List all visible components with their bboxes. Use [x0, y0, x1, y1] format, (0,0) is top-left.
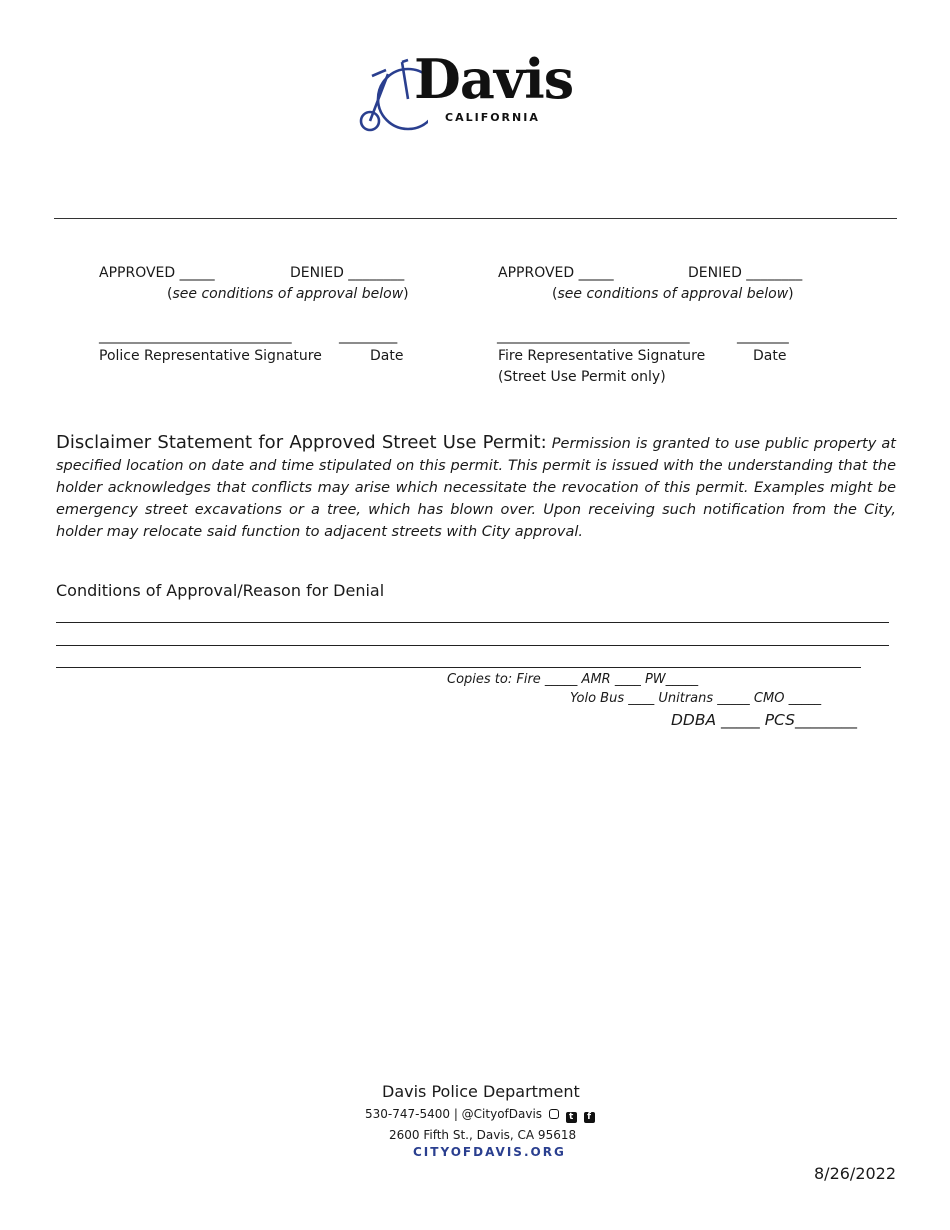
instagram-icon [549, 1109, 559, 1119]
footer-contact: 530-747-5400 | @CityofDavis t f [365, 1107, 595, 1123]
copies-line-1: Copies to: Fire _____ AMR ____ PW_____ [447, 672, 699, 687]
police-date-label: Date [370, 348, 404, 364]
fire-signature-label: Fire Representative Signature [498, 348, 706, 364]
header-divider [54, 218, 897, 219]
footer-department: Davis Police Department [382, 1082, 580, 1101]
conditions-line-1 [56, 622, 889, 623]
copies-line-3: DDBA _____ PCS________ [671, 711, 858, 729]
fire-conditions-note: (see conditions of approval below) [552, 286, 794, 302]
conditions-line-3 [56, 667, 861, 668]
footer-address: 2600 Fifth St., Davis, CA 95618 [389, 1128, 577, 1142]
logo-subtitle: CALIFORNIA [445, 111, 540, 124]
fire-approved: APPROVED _____ [498, 265, 614, 281]
twitter-icon: t [566, 1112, 577, 1123]
fire-signature-line: ______________________________ [497, 328, 690, 344]
footer-url: CITYOFDAVIS.ORG [413, 1145, 566, 1159]
copies-line-2: Yolo Bus ____ Unitrans _____ CMO _____ [570, 691, 822, 706]
logo-wordmark: Davis [414, 47, 574, 111]
disclaimer-statement: Disclaimer Statement for Approved Street Use Permit: Permission is granted to use public property at specified location on date and time stipulated on this permit. This permit is issued with the understanding that the holder acknowledges that conflicts may arise which necessitate the revocation of this permit. Examples might be emergency street excavations or a tree, which has blown over. Upon receiving such notification from the City, holder may relocate said function to adjacent streets with City approval. [56, 432, 896, 540]
police-signature-line: ______________________________ [99, 328, 292, 344]
conditions-label: Conditions of Approval/Reason for Denial [56, 581, 385, 600]
disclaimer-lead: Disclaimer Statement for Approved Street Use Permit [56, 432, 541, 453]
fire-sub-label: (Street Use Permit only) [498, 369, 666, 385]
conditions-line-2 [56, 645, 889, 646]
police-date-line: _________ [339, 328, 397, 344]
disclaimer-body: Permission is granted to use public property at specified location on date and time stipulated on this permit. This permit is issued with the understanding that the holder acknowledges that conflicts may arise which necessitate the revocation of this permit. Examples might be emergency street excavations or a tree, which has blown over. Upon receiving such notification from the City, holder may relocate said function to adjacent streets with City approval. [56, 436, 896, 540]
date-stamp: 8/26/2022 [814, 1164, 897, 1183]
police-conditions-note: (see conditions of approval below) [167, 286, 409, 302]
facebook-icon: f [584, 1112, 595, 1123]
fire-denied: DENIED ________ [688, 265, 803, 281]
fire-date-label: Date [753, 348, 787, 364]
police-signature-label: Police Representative Signature [99, 348, 322, 364]
davis-logo [358, 47, 574, 134]
police-approved: APPROVED _____ [99, 265, 215, 281]
police-denied: DENIED ________ [290, 265, 405, 281]
fire-date-line: ________ [737, 328, 789, 344]
